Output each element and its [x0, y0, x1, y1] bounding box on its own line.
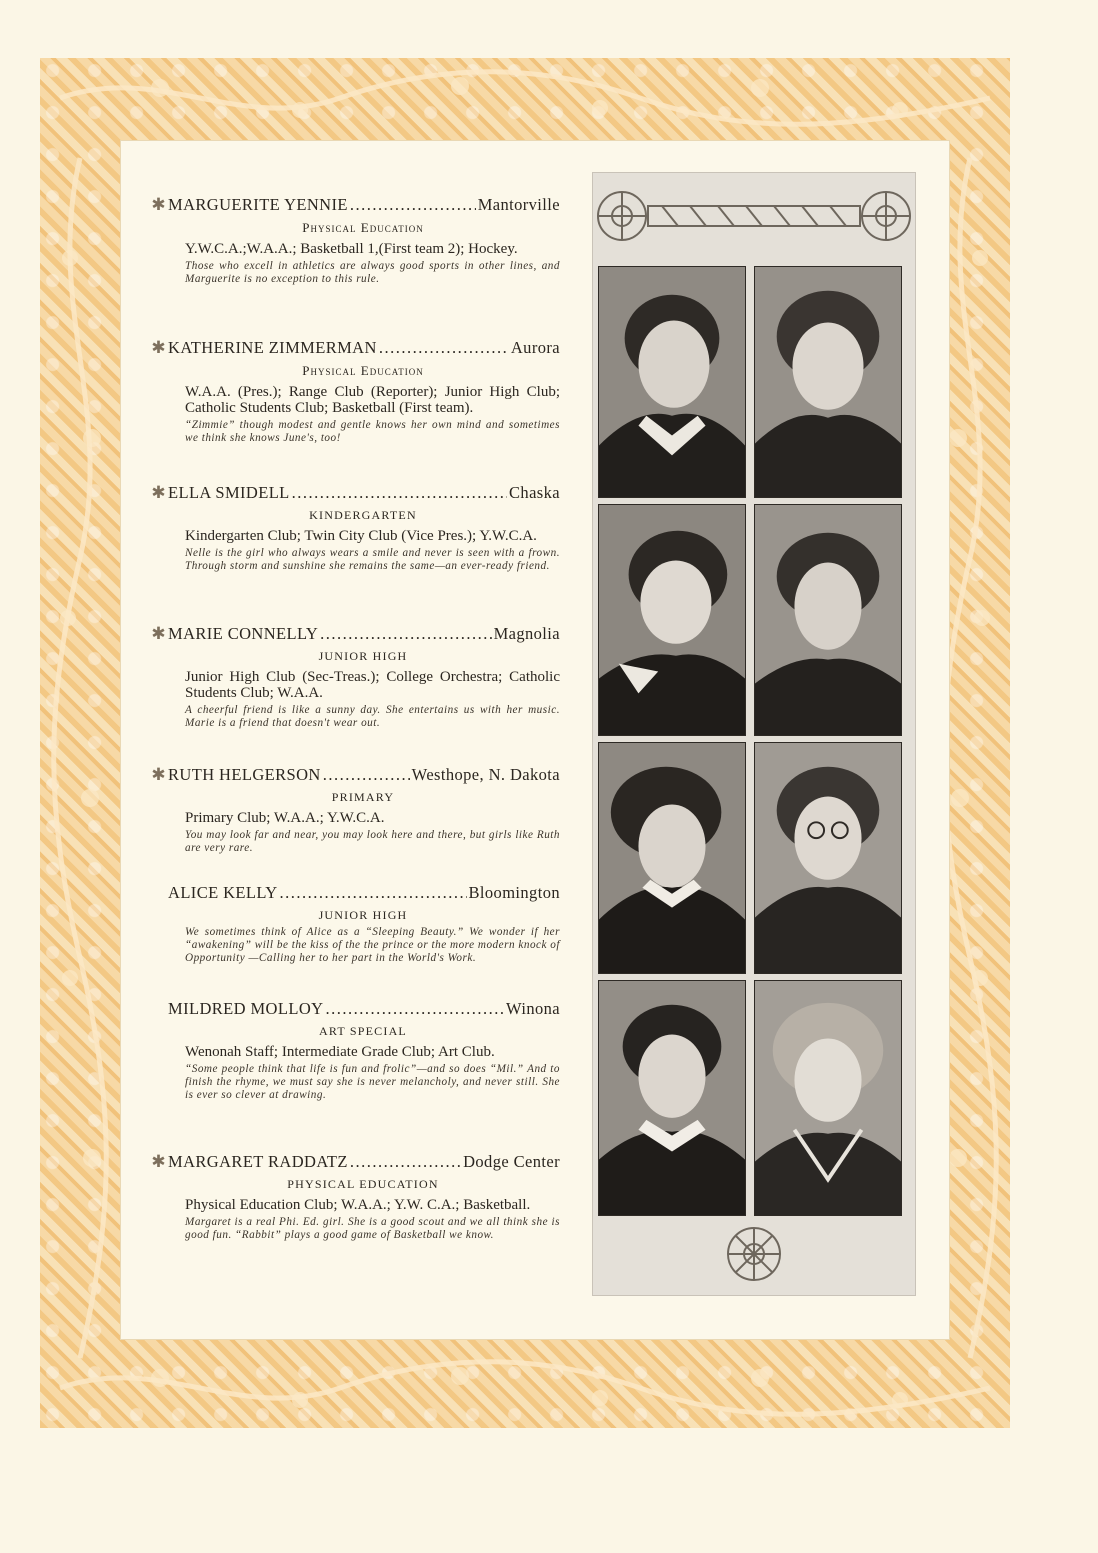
leader-dots [292, 483, 507, 503]
activities: Primary Club; W.A.A.; Y.W.C.A. [185, 810, 385, 826]
star-mark: ✱ [151, 195, 166, 214]
leader-dots [323, 765, 410, 785]
portrait-photo [754, 742, 902, 974]
quote: “Zimmie” though modest and gentle knows her own mind and sometimes we think she knows June's, too! [185, 419, 560, 444]
hometown: Chaska [509, 483, 560, 502]
department: KINDERGARTEN [309, 508, 417, 522]
student-name: ALICE KELLY [168, 883, 278, 902]
hometown: Magnolia [493, 624, 560, 643]
quote: We sometimes think of Alice as a “Sleeping Beauty.” We wonder if her “awakening” will be the kiss of the the prince or the more modern knock of Opportunity —Calling her to her part in the World's Work. [185, 926, 560, 964]
student-name: MARGUERITE YENNIE [168, 195, 348, 214]
hometown: Winona [506, 999, 560, 1018]
student-name: RUTH HELGERSON [168, 765, 321, 784]
hometown: Westhope, N. Dakota [411, 765, 560, 784]
leader-dots [350, 195, 476, 215]
hometown: Aurora [510, 338, 560, 357]
activities: Y.W.C.A.;W.A.A.; Basketball 1,(First team 2); Hockey. [185, 241, 518, 257]
entry-katherine-zimmerman [140, 338, 560, 445]
quote: You may look far and near, you may look here and there, but girls like Ruth are very rare. [185, 829, 560, 854]
student-name: MARGARET RADDATZ [168, 1152, 348, 1171]
leader-dots [325, 999, 504, 1019]
quote: “Some people think that life is fun and frolic”—and so does “Mil.” And to finish the rhyme, we must say she is never melancholy, and never still. She is ever so clever at drawing. [185, 1063, 560, 1101]
leader-dots [280, 883, 467, 903]
portrait-image [755, 267, 901, 497]
department: JUNIOR HIGH [318, 908, 408, 922]
portrait-photo [754, 266, 902, 498]
portrait-photo [754, 504, 902, 736]
star-mark: ✱ [151, 338, 166, 357]
rosette-ornament-top [592, 180, 916, 252]
entry-ella-smidell [140, 483, 560, 573]
department: Physical Education [302, 363, 424, 378]
entry-marie-connelly [140, 624, 560, 730]
name-line [140, 1152, 560, 1172]
quote: A cheerful friend is like a sunny day. She entertains us with her music. Marie is a friend that doesn't wear out. [185, 704, 560, 729]
portrait-image [599, 981, 745, 1215]
department: PRIMARY [331, 790, 395, 804]
entry-marguerite-yennie [140, 195, 560, 286]
leader-dots [379, 338, 509, 358]
photo-column [592, 172, 916, 1296]
star-mark: ✱ [151, 765, 166, 784]
department: JUNIOR HIGH [318, 649, 408, 663]
name-line [140, 883, 560, 903]
name-line [140, 338, 560, 358]
entry-mildred-molloy [140, 999, 560, 1102]
portrait-image [755, 981, 901, 1215]
name-line [140, 195, 560, 215]
name-line [140, 624, 560, 644]
entry-margaret-raddatz [140, 1152, 560, 1242]
entry-ruth-helgerson [140, 765, 560, 855]
hometown: Bloomington [468, 883, 560, 902]
activities: Wenonah Staff; Intermediate Grade Club; Art Club. [185, 1044, 495, 1060]
portrait-image [755, 505, 901, 735]
name-line [140, 483, 560, 503]
entry-alice-kelly [140, 883, 560, 965]
portrait-photo [754, 980, 902, 1216]
leader-dots [320, 624, 491, 644]
activities: Kindergarten Club; Twin City Club (Vice Pres.); Y.W.C.A. [185, 528, 537, 544]
portrait-image [599, 505, 745, 735]
star-mark: ✱ [151, 1152, 166, 1171]
quote: Nelle is the girl who always wears a smile and never is seen with a frown. Through storm and sunshine she remains the same—an ever-ready friend. [185, 547, 560, 572]
department: Physical Education [302, 220, 424, 235]
quote: Margaret is a real Phi. Ed. girl. She is a good scout and we all think she is good fun. “Rabbit” plays a good game of Basketball we know. [185, 1216, 560, 1241]
portrait-image [599, 267, 745, 497]
star-mark: ✱ [151, 624, 166, 643]
hometown: Dodge Center [463, 1152, 560, 1171]
portrait-photo [598, 504, 746, 736]
portrait-photo [598, 980, 746, 1216]
activities: Junior High Club (Sec-Treas.); College Orchestra; Catholic Students Club; W.A.A. [185, 669, 560, 701]
student-name: MARIE CONNELLY [168, 624, 319, 643]
hometown: Mantorville [477, 195, 560, 214]
name-line [140, 999, 560, 1019]
leader-dots [350, 1152, 461, 1172]
quote: Those who excell in athletics are always good sports in other lines, and Marguerite is no exception to this rule. [185, 260, 560, 285]
portrait-image [755, 743, 901, 973]
activities: Physical Education Club; W.A.A.; Y.W. C.A.; Basketball. [185, 1197, 531, 1213]
department: ART SPECIAL [319, 1024, 407, 1038]
student-name: KATHERINE ZIMMERMAN [168, 338, 377, 357]
activities: W.A.A. (Pres.); Range Club (Reporter); Junior High Club; Catholic Students Club; Basketball (First team). [185, 384, 560, 416]
portrait-photo [598, 266, 746, 498]
student-name: MILDRED MOLLOY [168, 999, 324, 1018]
portrait-photo [598, 742, 746, 974]
rosette-ornament-bottom [722, 1222, 786, 1286]
star-mark: ✱ [151, 483, 166, 502]
name-line [140, 765, 560, 785]
student-name: ELLA SMIDELL [168, 483, 290, 502]
portrait-image [599, 743, 745, 973]
department: PHYSICAL EDUCATION [287, 1177, 439, 1191]
